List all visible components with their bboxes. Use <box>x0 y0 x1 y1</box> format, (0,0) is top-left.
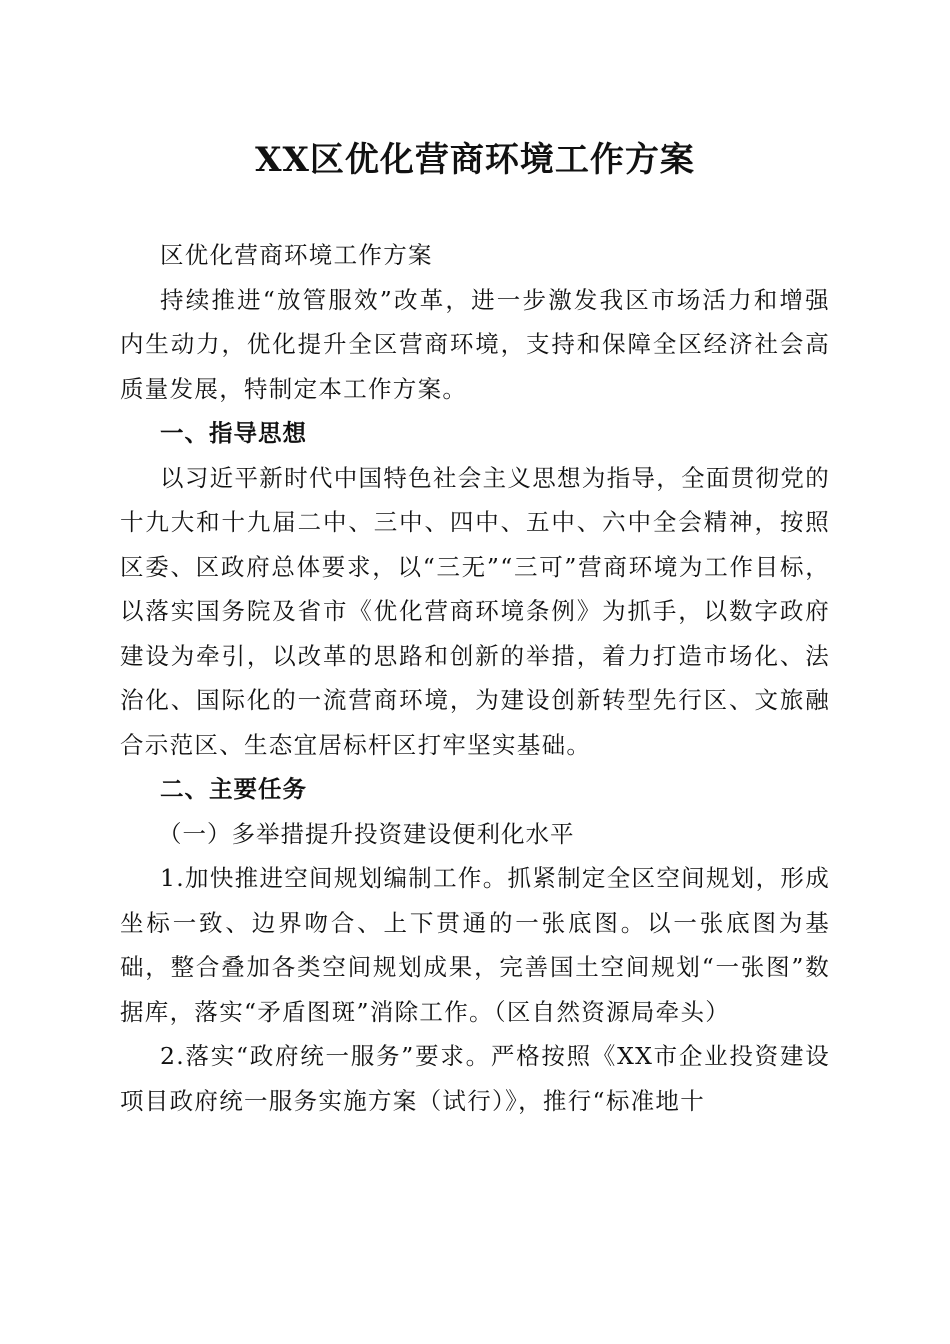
paragraph-item-1: 1.加快推进空间规划编制工作。抓紧制定全区空间规划，形成坐标一致、边界吻合、上下贯通的一张底图。以一张底图为基础，整合叠加各类空间规划成果，完善国土空间规划“一张图”数据库，落实“矛盾图斑”消除工作。（区自然资源局牵头） <box>120 864 830 1026</box>
paragraph-intro: 持续推进“放管服效”改革，进一步激发我区市场活力和增强内生动力，优化提升全区营商环境，支持和保障全区经济社会高质量发展，特制定本工作方案。 <box>120 285 830 403</box>
document-body <box>120 233 830 1123</box>
paragraph-subtitle: 区优化营商环境工作方案 <box>160 241 433 269</box>
paragraph-guiding-ideology: 以习近平新时代中国特色社会主义思想为指导，全面贯彻党的十九大和十九届二中、三中、四中、五中、六中全会精神，按照区委、区政府总体要求，以“三无”“三可”营商环境为工作目标，以落实国务院及省市《优化营商环境条例》为抓手，以数字政府建设为牵引，以改革的思路和创新的举措，着力打造市场化、法治化、国际化的一流营商环境，为建设创新转型先行区、文旅融合示范区、生态宜居标杆区打牢坚实基础。 <box>120 463 830 759</box>
section-heading-main-tasks: 二、主要任务 <box>160 775 307 803</box>
subsection-heading-investment: （一）多举措提升投资建设便利化水平 <box>158 819 575 848</box>
document-title: XX区优化营商环境工作方案 <box>255 140 695 180</box>
paragraph-item-2: 2.落实“政府统一服务”要求。严格按照《XX市企业投资建设项目政府统一服务实施方案（试行）》，推行“标准地十 <box>120 1042 830 1115</box>
section-heading-guiding-ideology: 一、指导思想 <box>160 419 307 447</box>
